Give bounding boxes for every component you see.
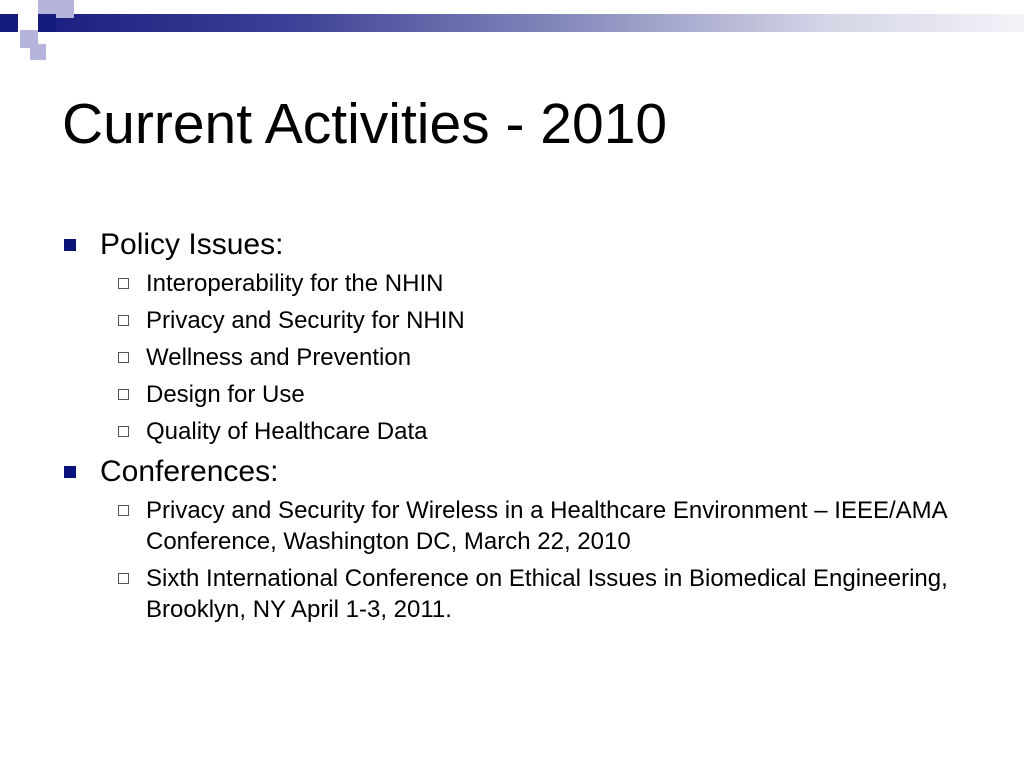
list-item bbox=[62, 305, 982, 336]
list-item-text: Privacy and Security for NHIN bbox=[146, 307, 465, 334]
hollow-square-bullet-icon bbox=[118, 505, 129, 516]
section-heading-label: Conferences: bbox=[100, 455, 279, 488]
header-square bbox=[56, 0, 74, 18]
list-item-text: Wellness and Prevention bbox=[146, 344, 412, 371]
list-item-text: Privacy and Security for Wireless in a Healthcare Environment – IEEE/AMA Conference, Washington DC, March 22, 2010 bbox=[146, 497, 947, 555]
hollow-square-bullet-icon bbox=[118, 315, 129, 326]
header-square bbox=[0, 14, 18, 32]
hollow-square-bullet-icon bbox=[118, 573, 129, 584]
list-item-text: Quality of Healthcare Data bbox=[146, 418, 428, 445]
hollow-square-bullet-icon bbox=[118, 389, 129, 400]
policy-issues-list bbox=[62, 268, 982, 447]
list-item-text: Design for Use bbox=[146, 381, 305, 408]
header-square bbox=[38, 14, 56, 32]
slide-title: Current Activities - 2010 bbox=[62, 92, 668, 156]
section-heading-conferences bbox=[62, 453, 982, 491]
square-bullet-icon bbox=[64, 466, 76, 478]
conferences-list bbox=[62, 495, 982, 625]
section-heading-label: Policy Issues: bbox=[100, 228, 284, 261]
square-bullet-icon bbox=[64, 239, 76, 251]
list-item-text: Sixth International Conference on Ethical Issues in Biomedical Engineering, Brooklyn, NY April 1-3, 2011. bbox=[146, 565, 948, 623]
header-square bbox=[30, 44, 46, 60]
section-heading-policy bbox=[62, 226, 982, 264]
hollow-square-bullet-icon bbox=[118, 352, 129, 363]
header-gradient-bar bbox=[38, 14, 1024, 32]
list-item bbox=[62, 495, 982, 557]
list-item bbox=[62, 379, 982, 410]
hollow-square-bullet-icon bbox=[118, 426, 129, 437]
list-item bbox=[62, 563, 982, 625]
slide-body bbox=[62, 226, 982, 631]
list-item bbox=[62, 268, 982, 299]
hollow-square-bullet-icon bbox=[118, 278, 129, 289]
list-item-text: Interoperability for the NHIN bbox=[146, 270, 444, 297]
list-item bbox=[62, 342, 982, 373]
list-item bbox=[62, 416, 982, 447]
